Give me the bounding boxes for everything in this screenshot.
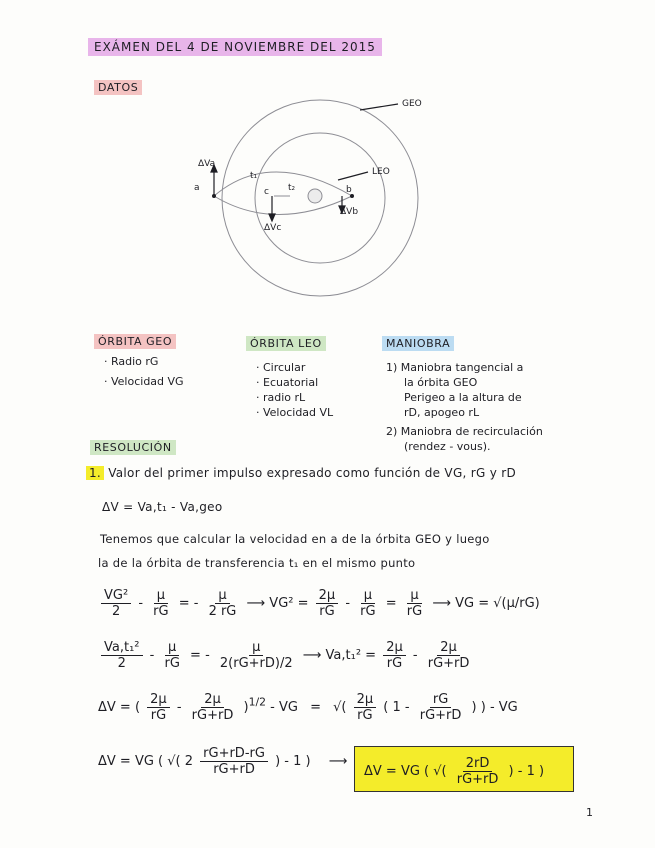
maniobra-list bbox=[386, 360, 543, 454]
paragraph-line-1: Tenemos que calcular la velocidad en a de la órbita GEO y luego bbox=[100, 532, 490, 546]
label-dvb: ΔVb bbox=[340, 207, 359, 217]
list-item: la órbita GEO bbox=[404, 376, 478, 389]
equation-4-lhs: ΔV = VG bbox=[98, 754, 154, 769]
question-text: Valor del primer impulso expresado como función de VG, rG y rD bbox=[108, 466, 517, 480]
equation-1-rest: ⟶ VG² = bbox=[246, 596, 309, 611]
label-dva: ΔVa bbox=[198, 159, 216, 169]
list-item: (rendez - vous). bbox=[404, 440, 491, 453]
equation-2-rest: ⟶ Va,t₁² = bbox=[302, 648, 377, 663]
list-item: Perigeo a la altura de bbox=[404, 391, 522, 404]
orbita-geo-tag: ÓRBITA GEO bbox=[94, 334, 176, 349]
list-item: 1) Maniobra tangencial a bbox=[386, 361, 524, 374]
orbita-leo-list bbox=[256, 360, 333, 420]
question-number: 1. bbox=[86, 466, 104, 480]
datos-tag: DATOS bbox=[94, 80, 142, 95]
label-b: b bbox=[346, 185, 352, 195]
equation-3-mid: = bbox=[310, 700, 321, 715]
equation-3-tail: - VG bbox=[270, 700, 298, 715]
equation-1: $\frac{\text{VG²}}{2}$ - $\frac{\mu}{rG}$ = - $\frac{\mu}{2 rG}$ ⟶ VG² = $\frac{2\mu}{rG}$ - $\frac{\mu}{rG}$ = $\frac{\mu}{rG}$ ⟶ VG = √(μ/rG) bbox=[98, 588, 540, 619]
arrow-down-icon bbox=[269, 214, 275, 221]
page-number: 1 bbox=[586, 806, 593, 819]
page-title: EXÁMEN DEL 4 DE NOVIEMBRE DEL 2015 bbox=[88, 38, 382, 56]
orbita-leo-tag: ÓRBITA LEO bbox=[246, 336, 326, 351]
orbita-geo-list bbox=[104, 354, 184, 389]
label-t2: t₂ bbox=[288, 183, 296, 193]
list-item: · Circular bbox=[256, 361, 306, 374]
earth bbox=[308, 189, 322, 203]
label-geo: GEO bbox=[402, 99, 422, 109]
label-dvc: ΔVc bbox=[264, 223, 282, 233]
label-a: a bbox=[194, 183, 200, 193]
transfer-orbit-t2 bbox=[214, 196, 352, 215]
list-item: · radio rL bbox=[256, 391, 306, 404]
paragraph-line-2: la de la órbita de transferencia t₁ en el mismo punto bbox=[98, 556, 416, 570]
list-item: · Velocidad VG bbox=[104, 375, 184, 388]
equation-4-rhs: - 1 ) bbox=[284, 754, 311, 769]
delta-v-definition: ΔV = Va,t₁ - Va,geo bbox=[102, 500, 223, 514]
transfer-orbit-t1 bbox=[214, 172, 352, 196]
list-item: rD, apogeo rL bbox=[404, 406, 480, 419]
label-c: c bbox=[264, 187, 269, 197]
question-1 bbox=[86, 466, 516, 480]
equation-2: $\frac{\text{Va,t₁²}}{2}$ - $\frac{\mu}{rG}$ = - $\frac{\mu}{2(rG+rD)/2}$ ⟶ Va,t₁² = $\frac{2\mu}{rG}$ - $\frac{2\mu}{rG+rD}$ bbox=[98, 640, 475, 671]
list-item: · Ecuatorial bbox=[256, 376, 319, 389]
equation-3: ΔV = ( $\frac{2\mu}{rG}$ - $\frac{2\mu}{rG+rD}$ )$^{1/2}$ - VG = √( $\frac{2\mu}{rG}$ ( 1 - $\frac{rG}{rG+rD}$ ) ) - VG bbox=[98, 692, 518, 723]
list-item: 2) Maniobra de recirculación bbox=[386, 425, 543, 438]
label-leo: LEO bbox=[372, 167, 390, 177]
list-item: · Velocidad VL bbox=[256, 406, 334, 419]
label-t1: t₁ bbox=[250, 171, 258, 181]
equation-4: ΔV = VG ( √( 2 $\frac{rG+rD-rG}{rG+rD}$ ) - 1 ) ⟶ bbox=[98, 746, 348, 777]
list-item: · Radio rG bbox=[104, 355, 159, 368]
resolucion-tag: RESOLUCIÓN bbox=[90, 440, 176, 455]
orbit-diagram bbox=[180, 88, 440, 303]
result-equation: ΔV = VG ( √( $\frac{2rD}{rG+rD}$ ) - 1 ) bbox=[364, 756, 545, 787]
maniobra-tag: MANIOBRA bbox=[382, 336, 454, 351]
equation-1-tail: ⟶ VG = √(μ/rG) bbox=[432, 596, 540, 611]
equation-3-right: - VG bbox=[489, 700, 518, 715]
